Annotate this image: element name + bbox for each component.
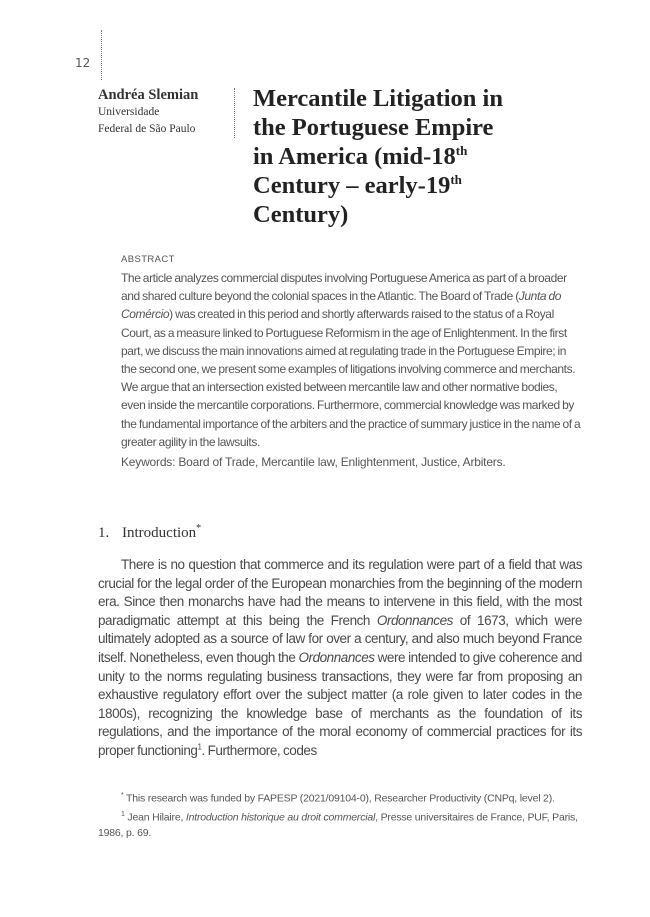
body-paragraph [98, 556, 582, 761]
abstract-heading: ABSTRACT [121, 254, 175, 265]
body-text-part-4: . Furthermore, codes [201, 742, 317, 758]
body-italic-2: Ordonnances [298, 649, 375, 665]
section-number: 1. [98, 525, 110, 541]
title-line-5: Century) [253, 201, 349, 228]
abstract-text [121, 269, 583, 451]
title-line-4: Century – early-19 [253, 172, 451, 199]
title-line-1: Mercantile Litigation in [253, 85, 503, 112]
footnote-2-italic-title: Introduction historique au droit commercial [185, 811, 376, 824]
abstract [121, 254, 583, 471]
footnote-2-marker: 1 [121, 811, 125, 819]
footnote-2 [98, 807, 584, 842]
margin-divider [101, 30, 102, 80]
footnote-1-text: This research was funded by FAPESP (2021/09104-0), Researcher Productivity (CNPq, level 2). [123, 792, 555, 805]
section-heading [98, 523, 201, 542]
section-title: Introduction [122, 525, 197, 541]
title-divider [234, 88, 235, 138]
abstract-keywords: Keywords: Board of Trade, Mercantile law, Enlightenment, Justice, Arbiters. [121, 455, 506, 470]
body-text-part-3: were intended to give coherence and unity to the norms regulating business transactions, they were far from proposing an exhaustive regulatory effort over the subject matter (a role given to later codes in the 1800s), recognizing the knowledge base of merchants as the foundation of its regulations, and the importance of the moral economy of commercial practices for its proper functioning [98, 649, 582, 758]
body-italic-1: Ordonnances [376, 612, 453, 628]
body-text-part-2: of 1673, which were ultimately adopted as a source of law for over a century, and also much beyond France itself. Nonetheless, even though the [98, 612, 582, 665]
author-block [98, 87, 238, 138]
footnote-2-text-pre: Jean Hilaire, [124, 811, 186, 824]
body-text-part-1: There is no question that commerce and its regulation were part of a field that was crucial for the legal order of the European monarchies from the beginning of the modern era. Since then monarchs have had the means to intervene in this field, with the most paradigmatic attempt at this being the French [98, 557, 582, 628]
title-superscript-1: th [455, 143, 468, 158]
footnotes [98, 788, 584, 842]
author-affiliation-line2: Federal de São Paulo [98, 123, 196, 135]
abstract-text-part-1: The article analyzes commercial disputes involving Portuguese America as part of a broader and shared culture beyond the colonial spaces in the Atlantic. The Board of Trade ( [121, 271, 567, 304]
title-superscript-2: th [450, 172, 462, 187]
author-name: Andréa Slemian [98, 87, 199, 103]
footnote-reference: 1 [197, 742, 202, 752]
title-line-2: the Portuguese Empire [253, 114, 494, 141]
footnote-1-marker: * [121, 792, 124, 799]
section-footnote-marker: * [196, 523, 202, 534]
footnote-1 [98, 788, 584, 807]
title-line-3: in America (mid-18 [253, 143, 456, 170]
footnote-2-text-post: , Presse universitaires de France, PUF, Paris, 1986, p. 69. [98, 811, 578, 840]
article-title [253, 84, 573, 229]
page-number: 12 [75, 56, 91, 70]
abstract-text-part-2: ) was created in this period and shortly afterwards raised to the status of a Royal Court, as a measure linked to Portuguese Reformism in the age of Enlightenment. In the first part, we discuss the main innovations aimed at regulating trade in the Portuguese Empire; in the second one, we present some examples of litigations involving commerce and merchants. We argue that an intersection existed between mercantile law and other normative bodies, even inside the mercantile corporations. Furthermore, commercial knowledge was marked by the fundamental importance of the arbiters and the practice of summary justice in the name of a greater agility in the lawsuits. [121, 307, 581, 449]
author-affiliation-line1: Universidade [98, 106, 160, 118]
abstract-italic-term: Junta do Comércio [121, 289, 562, 322]
